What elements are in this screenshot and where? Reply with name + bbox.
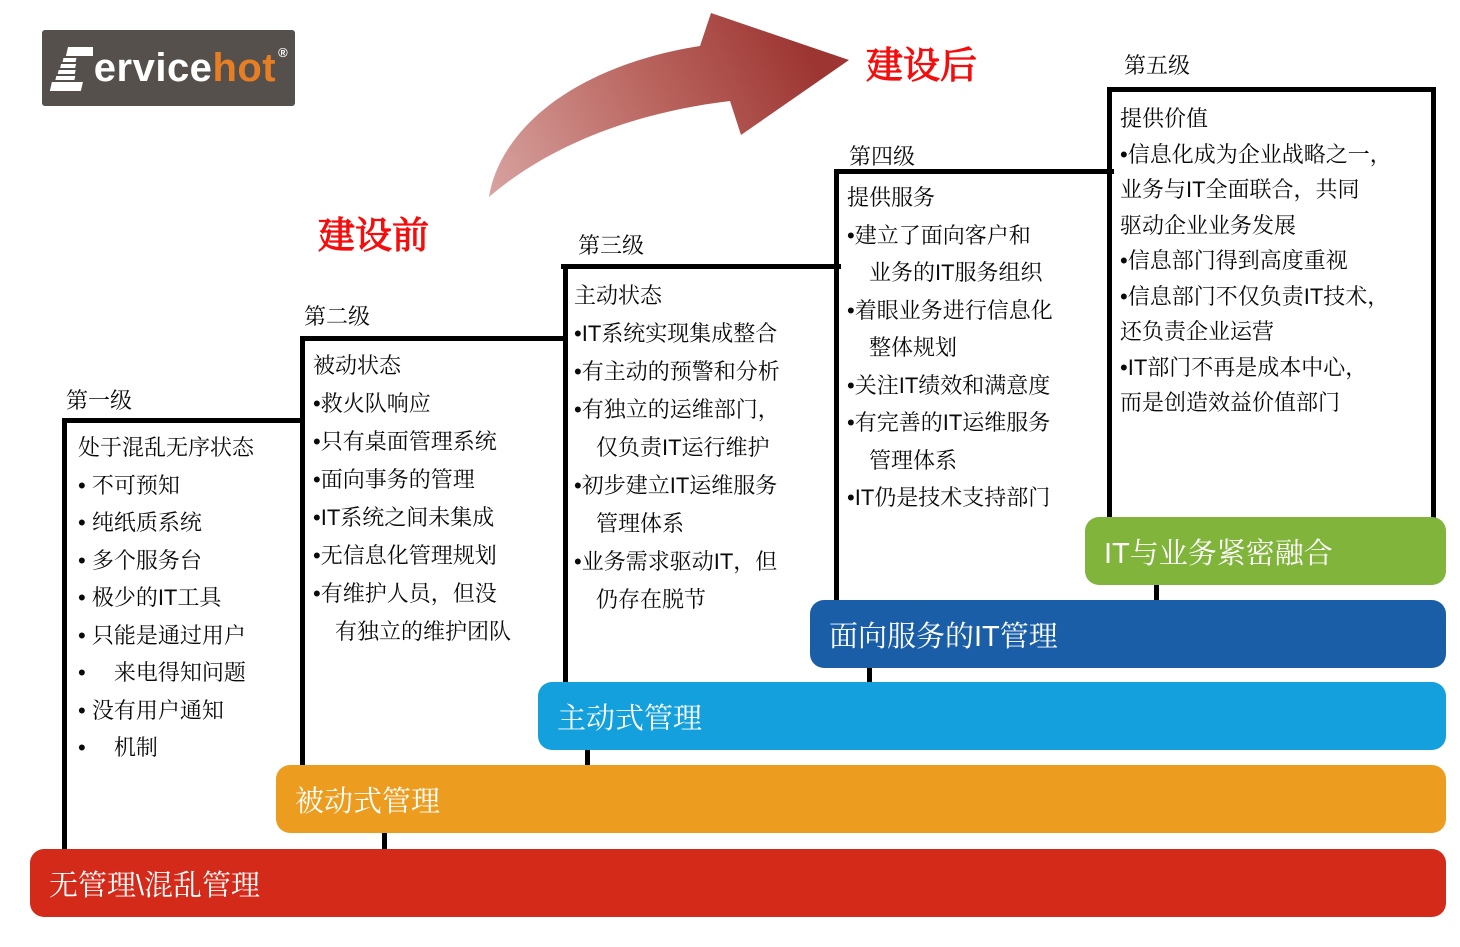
level-2-label: 第二级 <box>304 304 371 329</box>
text-line: •救火队响应 <box>313 391 431 416</box>
level-3-box-top-border <box>561 264 841 269</box>
level-2-box-left-border <box>300 336 305 766</box>
bar-level-5-it-business-fusion <box>1085 517 1446 585</box>
text-line: 业务与IT全面联合，共同 <box>1120 177 1360 202</box>
text-line: •建立了面向客户和 <box>847 222 1031 248</box>
logo-wordmark <box>93 45 289 90</box>
level-4-label: 第四级 <box>849 144 916 169</box>
transformation-arrow-icon <box>430 0 870 210</box>
text-line: •有主动的预警和分析 <box>574 359 780 384</box>
text-line: • 只能是通过用户 <box>78 622 246 648</box>
text-line: • 纯纸质系统 <box>78 510 202 535</box>
text-line: •面向事务的管理 <box>313 467 475 492</box>
level-4-box-left-border <box>834 169 839 601</box>
text-line: •初步建立IT运维服务 <box>574 473 778 498</box>
text-line: 处于混乱无序状态 <box>78 435 255 460</box>
level-2-box-top-border <box>300 336 568 341</box>
text-line: •IT系统实现集成整合 <box>574 321 778 346</box>
text-line: • 极少的IT工具 <box>78 585 222 610</box>
text-line: •关注IT绩效和满意度 <box>847 372 1051 398</box>
bar-label: IT与业务紧密融合 <box>1104 537 1333 570</box>
text-line: 还负责企业运营 <box>1120 319 1275 344</box>
text-line: •有维护人员，但没 <box>313 581 497 606</box>
level-1-label: 第一级 <box>66 388 133 413</box>
logo-word-orange: hot <box>212 46 277 90</box>
text-line: •有完善的IT运维服务 <box>847 410 1051 435</box>
registered-mark: ® <box>278 45 289 60</box>
level-5-box-top-border <box>1107 87 1436 92</box>
logo-word-white: ervice <box>93 46 213 90</box>
bar-level-3-proactive-management <box>538 682 1446 750</box>
servicehot-stair-s-icon <box>49 45 93 91</box>
text-line: 驱动企业业务发展 <box>1120 212 1297 238</box>
text-line: •IT仍是技术支持部门 <box>847 485 1051 510</box>
text-line: • 来电得知问题 <box>78 660 246 685</box>
text-line: 主动状态 <box>574 283 663 308</box>
level-5-content <box>1120 101 1392 421</box>
level-3-content <box>574 277 780 619</box>
level-3-box-left-border <box>563 264 568 683</box>
text-line: •无信息化管理规划 <box>313 543 497 568</box>
label-after-construction: 建设后 <box>866 45 977 86</box>
level-4-box-top-border <box>834 169 1114 174</box>
text-line: 被动状态 <box>313 353 402 378</box>
bar-label: 面向服务的IT管理 <box>829 620 1058 653</box>
text-line: • 多个服务台 <box>78 547 202 573</box>
text-line: 管理体系 <box>847 447 958 473</box>
level-5-box-left-border <box>1107 87 1112 518</box>
text-line: • 没有用户通知 <box>78 697 224 723</box>
bar-level-1-no-management <box>30 849 1446 917</box>
text-line: 提供服务 <box>847 185 936 210</box>
text-line: •只有桌面管理系统 <box>313 429 497 454</box>
text-line: 仍存在脱节 <box>574 587 707 612</box>
text-line: 而是创造效益价值部门 <box>1120 390 1341 415</box>
text-line: •业务需求驱动IT，但 <box>574 549 778 574</box>
bar-label: 无管理\混乱管理 <box>49 869 261 902</box>
text-line: •信息化成为企业战略之一， <box>1120 141 1392 167</box>
bar-label: 主动式管理 <box>557 702 703 735</box>
bar-level-4-service-oriented-it <box>810 600 1446 668</box>
text-line: •IT部门不再是成本中心， <box>1120 354 1368 380</box>
bar-level-2-passive-management <box>276 765 1446 833</box>
text-line: 整体规划 <box>847 335 958 360</box>
text-line: •着眼业务进行信息化 <box>847 297 1053 323</box>
text-line: 提供价值 <box>1120 106 1209 131</box>
level-1-box-left-border <box>62 418 67 850</box>
text-line: 管理体系 <box>574 511 685 536</box>
text-line: •有独立的运维部门， <box>574 397 780 422</box>
label-before-construction: 建设前 <box>318 215 429 256</box>
bar-label: 被动式管理 <box>295 785 441 818</box>
text-line: 有独立的维护团队 <box>313 619 512 644</box>
text-line: • 不可预知 <box>78 472 180 498</box>
level-3-label: 第三级 <box>578 233 645 258</box>
text-line: •信息部门不仅负责IT技术， <box>1120 283 1390 309</box>
servicehot-logo <box>42 30 295 106</box>
text-line: • 机制 <box>78 735 158 760</box>
level-2-content <box>313 347 511 651</box>
text-line: 业务的IT服务组织 <box>847 260 1043 285</box>
level-4-content <box>847 179 1053 517</box>
text-line: •信息部门得到高度重视 <box>1120 248 1348 273</box>
text-line: 仅负责IT运行维护 <box>574 435 770 460</box>
level-5-box-right-border <box>1431 87 1436 518</box>
level-5-label: 第五级 <box>1124 53 1191 78</box>
level-1-box-top-border <box>62 418 305 423</box>
text-line: •IT系统之间未集成 <box>313 505 495 530</box>
level-1-content <box>78 429 254 767</box>
